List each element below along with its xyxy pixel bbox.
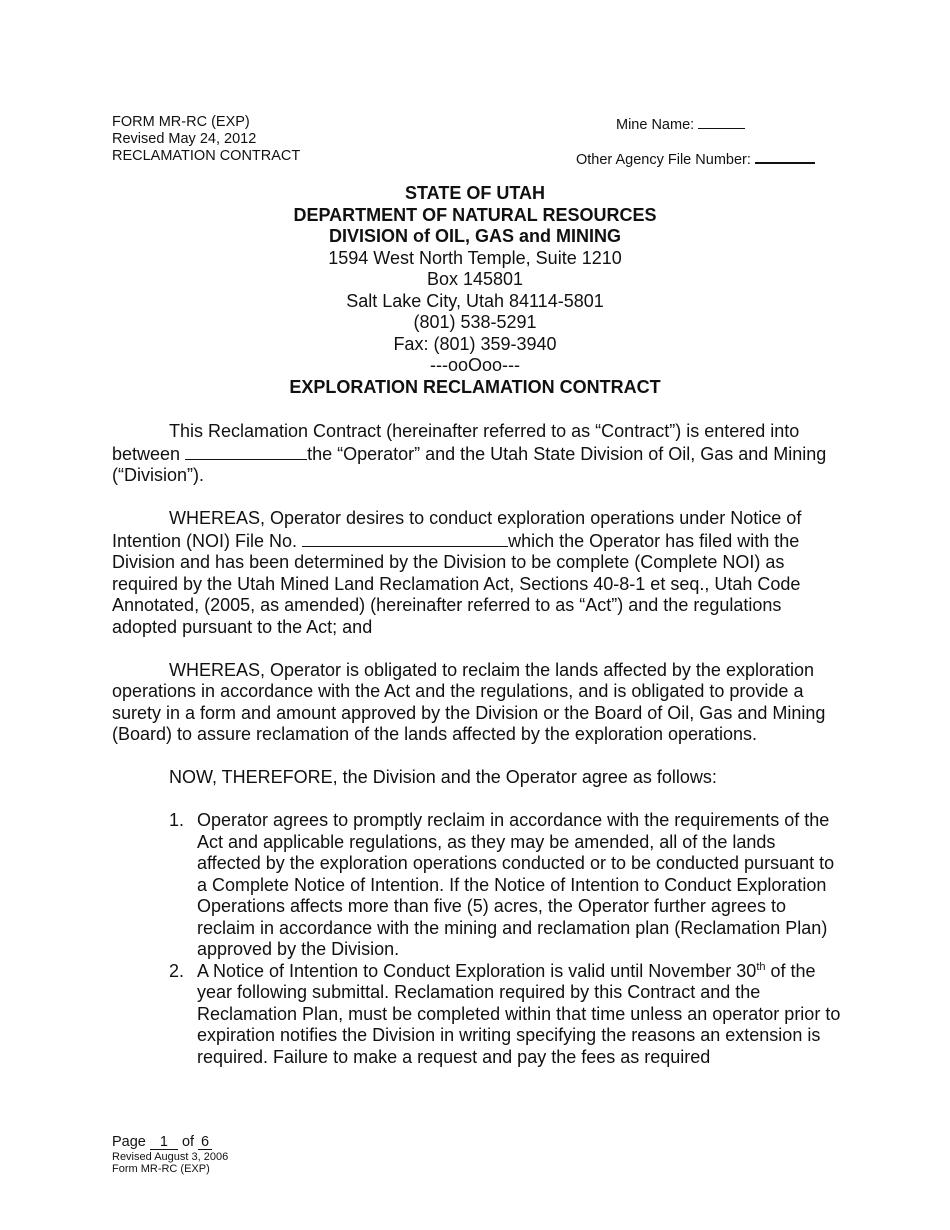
form-id: FORM MR-RC (EXP) xyxy=(112,114,250,130)
page-total: 6 xyxy=(198,1135,212,1150)
page-label: Page xyxy=(112,1134,146,1150)
terms-list xyxy=(112,810,842,1068)
footer-revised-date: Revised August 3, 2006 xyxy=(112,1151,229,1163)
paragraph-whereas-obligation: WHEREAS, Operator is obligated to reclaim the lands affected by the exploration operations in accordance with the Act and the regulations, and is obligated to provide a surety in a form and amount approved by the Division or the Board of Oil, Gas and Mining (Board) to assure reclamation of the lands affected by the exploration operations. xyxy=(112,659,826,744)
agency-separator: ---ooOoo--- xyxy=(429,355,520,375)
contract-body xyxy=(112,421,842,1068)
operator-name-blank[interactable] xyxy=(185,443,307,460)
list-item-text: Operator agrees to promptly reclaim in accordance with the requirements of the Act and applicable regulations, as they may be amended, all of the lands affected by the exploration operations conducted or to be conducted pursuant to a Complete Notice of Intention. If the Notice of Intention to Conduct Exploration Operations affects more than five (5) acres, the Operator further agrees to reclaim in accordance with the mining and reclamation plan (Reclamation Plan) approved by the Division. xyxy=(197,810,835,959)
paragraph-whereas-noi-text-b: which the Operator has filed with the Division and has been determined by the Division to be complete (Complete NOI) as required by the Utah Mined Land Reclamation Act, Sections 40-8-1 et seq., Utah Code Annotated, (2005, as amended) (hereinafter referred to as “Act”) and the regulations adopted pursuant to the Act; and xyxy=(112,530,801,637)
page-current: 1 xyxy=(150,1135,178,1150)
mine-name-field xyxy=(616,114,745,134)
document-type: RECLAMATION CONTRACT xyxy=(112,148,301,164)
paragraph-whereas-noi-text-a: WHEREAS, Operator desires to conduct exploration operations under Notice of Intention (NOI) File No. xyxy=(112,508,802,551)
agency-block xyxy=(0,183,950,398)
paragraph-parties xyxy=(112,421,842,487)
list-item-text-b: of the year following submittal. Reclamation required by this Contract and the Reclamation Plan, must be completed within that time unless an operator prior to expiration notifies the Division in writing specifying the reasons an extension is required. Failure to make a request and pay the fees as required xyxy=(197,960,841,1067)
form-revised-date: Revised May 24, 2012 xyxy=(112,131,257,147)
paragraph-parties-text-a: This Reclamation Contract (hereinafter referred to as “Contract”) is entered into between xyxy=(112,421,800,464)
agency-city: Salt Lake City, Utah 84114-5801 xyxy=(346,290,604,311)
noi-file-number-blank[interactable] xyxy=(302,530,508,547)
other-agency-file-blank[interactable] xyxy=(755,148,815,164)
agency-box: Box 145801 xyxy=(426,269,524,289)
page-of-label: of xyxy=(181,1134,195,1150)
paragraph-now-therefore: NOW, THEREFORE, the Division and the Operator agree as follows: xyxy=(169,767,717,787)
other-agency-file-field xyxy=(576,148,815,169)
list-item-number: 2. xyxy=(169,960,185,981)
footer-form-id: Form MR-RC (EXP) xyxy=(112,1163,210,1175)
agency-state: STATE OF UTAH xyxy=(405,183,545,203)
other-agency-file-label: Other Agency File Number: xyxy=(576,152,751,168)
list-item-number: 1. xyxy=(169,810,185,830)
mine-name-label: Mine Name: xyxy=(616,117,695,133)
agency-street: 1594 West North Temple, Suite 1210 xyxy=(328,247,622,268)
mine-name-blank[interactable] xyxy=(698,114,745,129)
agency-department: DEPARTMENT OF NATURAL RESOURCES xyxy=(293,204,657,225)
contract-title: EXPLORATION RECLAMATION CONTRACT xyxy=(289,376,661,397)
paragraph-parties-text-b: the “Operator” and the Utah State Division of Oil, Gas and Mining (“Division”). xyxy=(112,443,827,485)
agency-fax: Fax: (801) 359-3940 xyxy=(393,333,557,354)
list-item-superscript: th xyxy=(756,960,766,973)
agency-phone: (801) 538-5291 xyxy=(413,312,537,332)
list-item xyxy=(112,961,842,1069)
list-item-text-a: A Notice of Intention to Conduct Exploration is valid until November 30 xyxy=(197,960,757,981)
list-item xyxy=(112,810,842,961)
agency-division: DIVISION of OIL, GAS and MINING xyxy=(328,226,621,246)
paragraph-whereas-noi xyxy=(112,508,842,638)
page-number xyxy=(112,1134,212,1151)
